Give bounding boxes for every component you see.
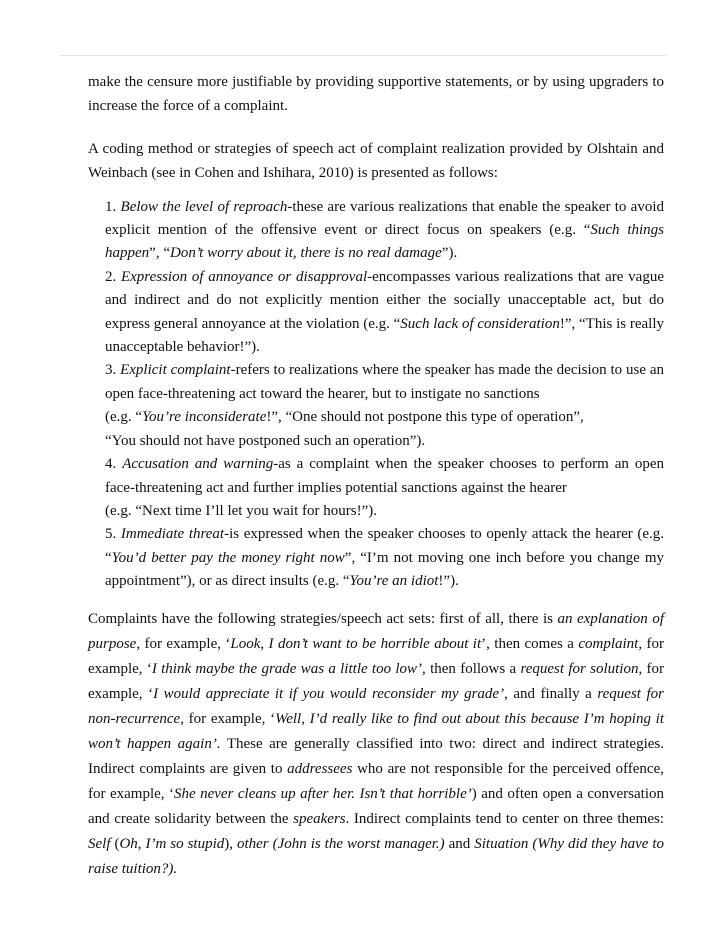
list-item-1: 1. Below the level of reproach-these are various realizations that enable the speaker to avoid explicit mention of the offensive event or direct focus on speakers (e.g. “Such things happen”, “Don’t worry about it, there is no real damage”). [105,198,665,262]
term-explicit-complaint: Explicit complaint [120,362,231,379]
paragraph-coding-method: A coding method or strategies of speech act of complaint realization provided by Olshtain and Weinbach (see in Cohen and Ishihara, 2010) is presented as follows: [88,140,664,182]
strategy-list [105,196,664,594]
term-annoyance: Expression of annoyance or disapproval [120,268,368,285]
list-item-4: 4. Accusation and warning-as a complaint when the speaker chooses to perform an open face-threatening act and further implies potential sanctions against the hearer [105,456,664,496]
list-item-3: 3. Explicit complaint-refers to realizations where the speaker has made the decision to use an open face-threatening act toward the hearer, but to instigate no sanctions [105,362,664,402]
paragraph-complaint-strategies: Complaints have the following strategies/speech act sets: first of all, there is an explanation of purpose, for example, ‘Look, I don’t want to be horrible about it’, then comes a complaint, for example, ‘I think maybe the grade was a little too low’, then follows a request for solution, for example, ‘I would appreciate it if you would reconsider my grade’, and finally a request for non-recurrence, for example, ‘Well, I’d really like to find out about this because I’m hoping it won’t happen again’. These are generally classified into two: direct and indirect strategies. Indirect complaints are given to addressees who are not responsible for the perceived offence, for example, ‘She never cleans up after her. Isn’t that horrible’) and often open a conversation and create solidarity between the speakers. Indirect complaints tend to center on three themes: Self (Oh, I’m so stupid), other (John is the worst manager.) and Situation (Why did they have to raise tuition?). [88,610,665,877]
list-item-3-example-2: “You should not have postponed such an operation”). [105,432,426,449]
page-top-divider [60,55,666,56]
list-item-3-example: (e.g. “You’re inconsiderate!”, “One should not postpone this type of operation”, [105,409,584,426]
list-item-4-example: (e.g. “Next time I’ll let you wait for hours!”). [105,502,377,519]
list-item-5: 5. Immediate threat-is expressed when the speaker chooses to openly attack the hearer (e.g. “You’d better pay the money right now”, “I’m not moving one inch before you change my appointment”), or as direct insults (e.g. “You’re an idiot!”). [105,526,665,590]
term-accusation-warning: Accusation and warning [122,456,274,473]
term-below-reproach: Below the level of reproach [120,198,288,215]
list-item-2: 2. Expression of annoyance or disapproval-encompasses various realizations that are vague and indirect and do not explicitly mention either the socially unacceptable act, but do express general annoyance at the violation (e.g. “Such lack of consideration!”, “This is really unacceptable behavior!”). [105,268,664,356]
paragraph-intro-continuation: make the censure more justifiable by providing supportive statements, or by using upgraders to increase the force of a complaint. [88,74,664,115]
document-page [88,70,664,882]
term-immediate-threat: Immediate threat [120,526,225,543]
